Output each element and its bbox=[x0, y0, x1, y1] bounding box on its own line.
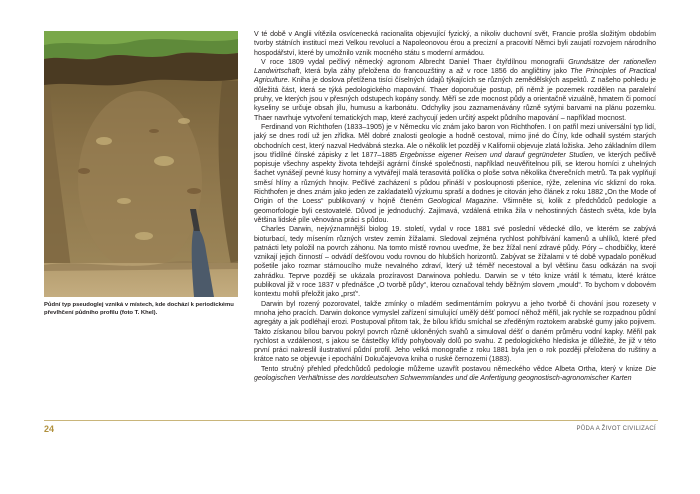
paragraph: Darwin byl rozený pozorovatel, takže zmínky o mladém sedimentárním pokryvu a jeho tvorbě či chování jsou rozesety v mnoha jeho pracích. Darwin dokonce vymyslel zařízení simulující umělý déšť pomocí něhož měřil, jak rychle se rozpadnou půdní agregáty a jak podléhají erozi. Postupoval přitom tak, že bílou křídu smíchal se zředěným roztokem arabské gumy jako pojivem. Takto získanou bílou barvou pokryl povrch různě ukloněných svahů a simuloval déšť o daném průměru vodní kapky. Měřil pak rychlost a vzdálenost, s jakou se částečky křídy pohybovaly dolů po svahu. Z pedologického hlediska je důležité, že již v této první práci nakreslil ilustrativní půdní profil. Jeho velká monografie z roku 1881 byla jen o rok později přeložena do ruštiny a krátce nato se objevuje i epochální Dokučajevova kniha o ruské černozemi (1883). bbox=[254, 300, 656, 364]
italic-title: Ergebnisse eigener Reisen und darauf gegründeter Studien bbox=[400, 151, 593, 159]
paragraph: V té době v Anglii vítězila osvícenecká racionalita objevující fyzický, a nikoliv duchovní svět, Francie prošla složitým obdobím tvorby státních institucí mezi Velkou revolucí a Napoleonovou érou a precizní a pracovití Němci byli zaujatí rozvojem národního hospodářství, které by umožnilo vznik mocného státu s moderní armádou. bbox=[254, 31, 656, 57]
figure-caption: Půdní typ pseudoglej vzniká v místech, kde dochází k periodickému převlhčení půdního profilu (foto T. Khel). bbox=[44, 302, 234, 317]
paragraph: Charles Darwin, nejvýznamnější biolog 19. století, vydal v roce 1881 své poslední vědecké dílo, ve kterém se zabývá bioturbací, tedy mísením různých vrstev zemin žížalami. Sledoval zejména rychlost pohřbívání kamenů a uhlíků, které před patnácti lety položil na povrch záhonu. Na tomto místě rovnou uveďme, že bez žížal není zdravé půdy. Póry – chodbičky, které vznikají jejich činností – odvádí dešťovou vodu rovnou do hlubších horizontů. Zabývat se žížalami v té době vypadalo poněkud pošetile jako rozmar stárnoucího muže nevalného zdraví, který už téměř necestoval a byl většinu času odkázán na svoji zahrádku. Teprve později se ukázala prozíravost Darwinova pohledu. Darwin se v této knize vrátil k tématu, které krátce publikoval již v roce 1837 v přednášce „O tvorbě půdy“, kterou označoval tehdy běžným slovem „mould“. To bychom v dobovém kontextu mohli přeložit jako „prsť“. bbox=[254, 226, 656, 299]
figure bbox=[44, 31, 238, 297]
footer-rule bbox=[44, 420, 658, 421]
italic-title: Die geologischen Verhältnisse des norddeutschen Schwemmlandes und die Anfertigung geognostisch-agronomischer Karten bbox=[254, 365, 656, 382]
italic-title: Grundsätze der rationellen Landwirtschaft bbox=[254, 58, 656, 76]
paragraph: Ferdinand von Richthofen (1833–1905) je v Německu víc znám jako baron von Richthofen. I on patřil mezi universální typ lidí, jaký se dnes rodí už jen zřídka. Měl dobré znalosti geologie a hodně cestoval, mimo jiné do Číny, kde odhalil systém starých obchodních cest, který nazval Hedvábná stezka. Ale o několik let později v Kalifornii objevuje zlatá ložiska. Jeho základním dílem jsou třídílné čínské zápisky z let 1877–1885 Ergebnisse eigener Reisen und darauf gegründeter Studien, ve kterých pečlivě popisuje všechny aspekty života tehdejší agrární čínské společnosti, například neuvěřitelnou píli, se kterou horníci z uhelných šachet vynášejí pevné kusy horniny a vytvářejí malá terasovitá políčka o ploše sotva několika čtverečních metrů. Ta pak vyplňují směsí hlíny a různých hnojiv. Pečlivé zacházení s půdou přináší v posloupnosti pšenice, rýže, zelenina víc sklizní do roka. Richthofen je dnes znám jako jeden ze zakladatelů výzkumu spraší a dodnes je citován jeho článek z roku 1882 „On the Mode of Origin of the Loess“ publikovaný v hojně čteném Geological Magazine. Všimněte si, kolik z předchůdců pedologie a geomorfologie byli cestovatelé. Důvod je jednoduchý. Zajímavá, vzdálená etnika žila v nehostinných částech světa, kde byla většina lidské píle věnována práci s půdou. bbox=[254, 123, 657, 224]
italic-title: The Principles of Practical Agriculture bbox=[254, 68, 656, 85]
running-head: PŮDA A ŽIVOT CIVILIZACÍ bbox=[576, 426, 656, 432]
soil-profile-photo-icon bbox=[44, 31, 238, 297]
paragraph: Tento stručný přehled předchůdců pedologie můžeme uzavřít postavou německého vědce Albeta Ortha, který v knize Die geologischen Verhältnisse des norddeutschen Schwemmlandes und die Anfertigung geognostisch-agronomischer Karten bbox=[254, 365, 656, 382]
italic-title: Geological Magazine bbox=[427, 198, 497, 206]
body-text bbox=[254, 30, 656, 383]
paragraph: V roce 1809 vydal pečlivý německý agronom Albrecht Daniel Thaer čtyřdílnou monografii Grundsätze der rationellen Landwirtschaft, která byla záhy přeložena do francouzštiny a až v roce 1856 do angličtiny jako The Principles of Practical Agriculture. Kniha je doslova přetížena tisíci číselných údajů týkajících se různých zemědělských aspektů. Z našeho pohledu je důležitá část, která se týká pedologického mapování. Thaer doporučuje postup, při němž je pozemek rozdělen na paralelní pruhy, ve kterých jsou v přesných odstupech kopány sondy. Měří se zde mocnost půdy a orientačně vizuálně, hmatem či pomocí kyseliny se určuje obsah jílu, humusu a karbonátu. Odchylky jsou zaznamenávány různě sytými barvami na plánu pozemku. Thaer navrhuje vytvoření tematických map, které zachycují jeden určitý aspekt půdního mapování – například mocnost. bbox=[254, 58, 656, 122]
page-number: 24 bbox=[44, 424, 55, 434]
